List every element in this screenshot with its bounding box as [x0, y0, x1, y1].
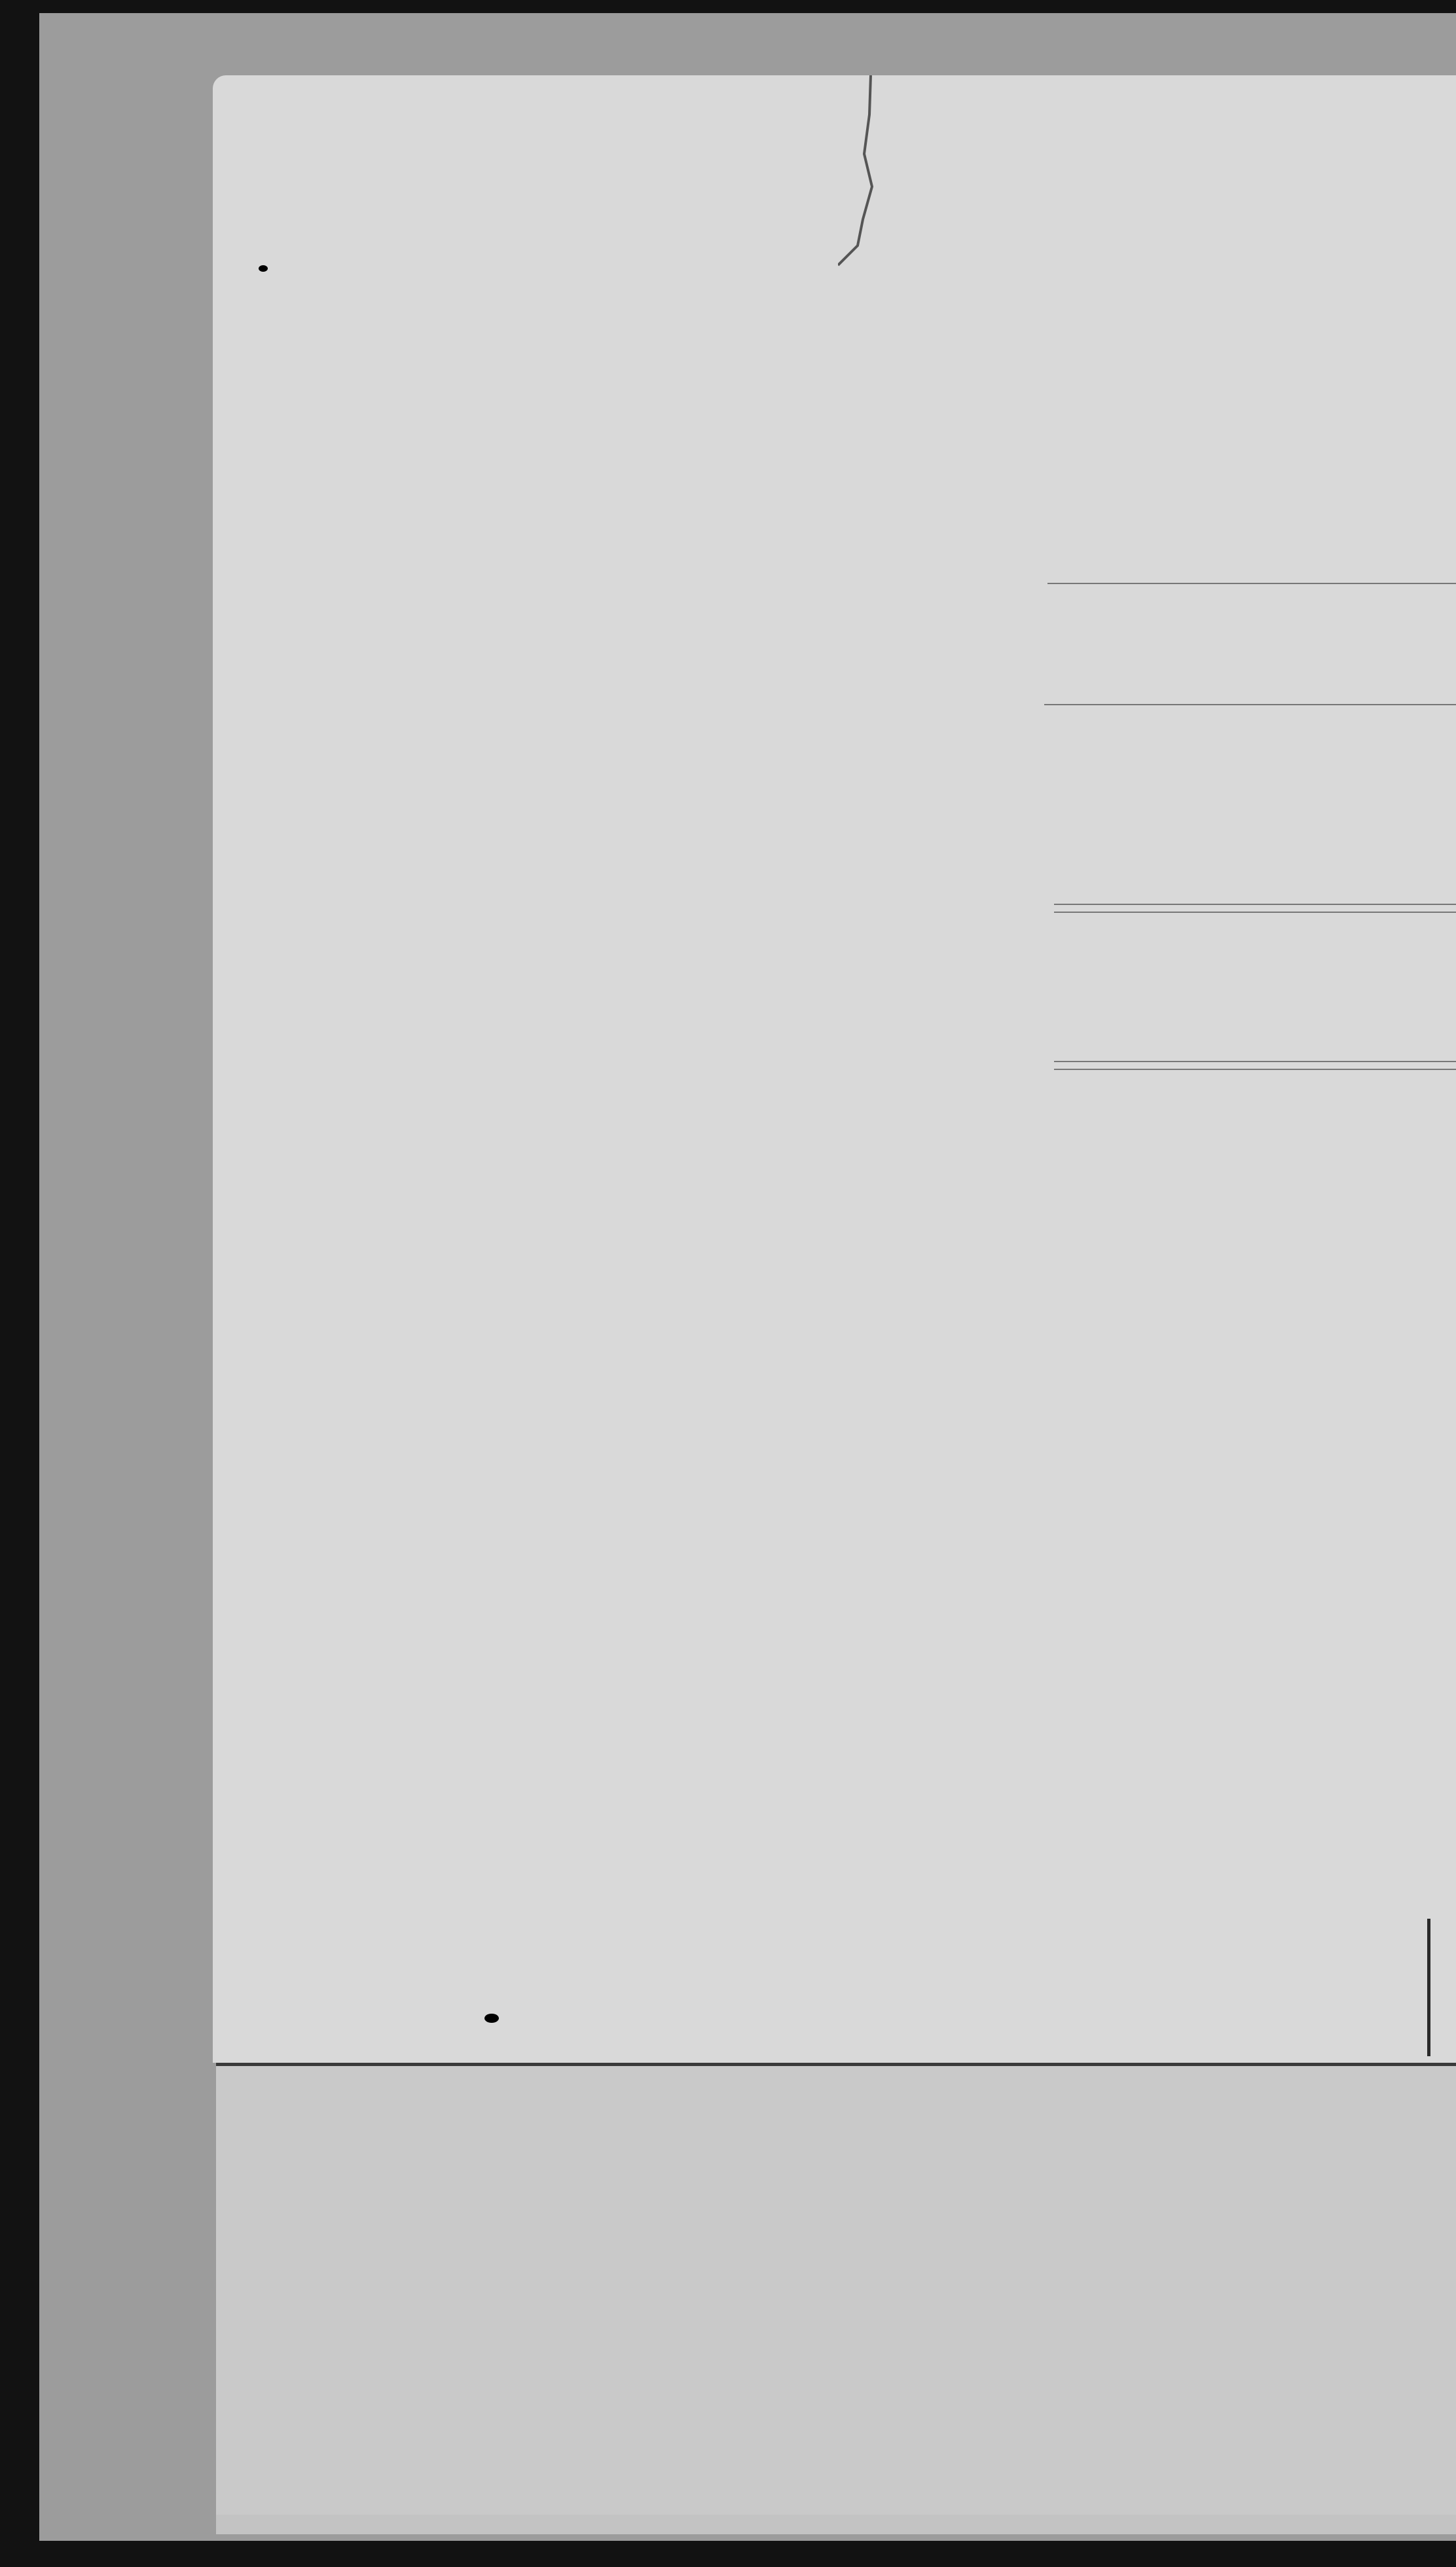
rule-4: [1054, 1061, 1456, 1062]
paper-tear: [838, 75, 877, 272]
ink-speck: [259, 265, 268, 272]
edge-mark: [1427, 1919, 1430, 2056]
rule-1: [1047, 583, 1456, 584]
rule-3: [1054, 904, 1456, 905]
rule-3b: [1054, 912, 1456, 913]
rule-4b: [1054, 1069, 1456, 1070]
lower-sheet: [216, 2063, 1456, 2515]
fold-line: [216, 2063, 1456, 2066]
rule-2: [1044, 704, 1456, 705]
ink-speck: [484, 2014, 499, 2023]
